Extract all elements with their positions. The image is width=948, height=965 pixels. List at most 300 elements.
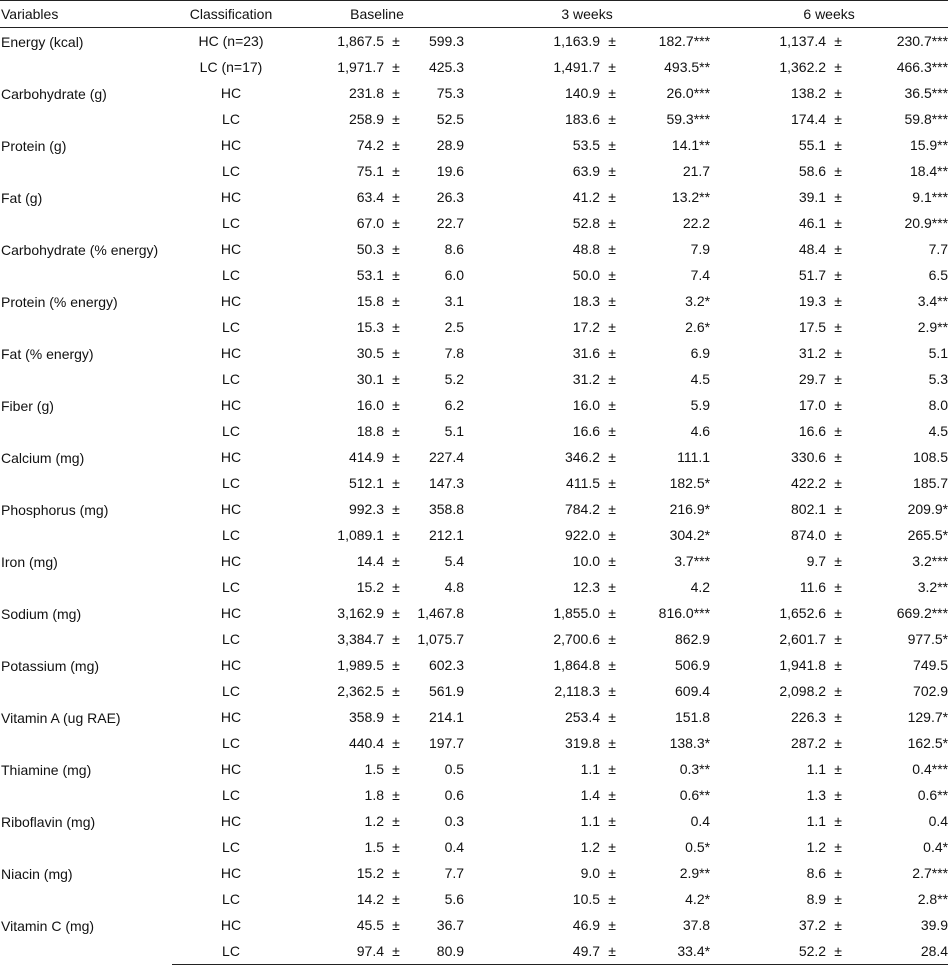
classification-cell: LC — [222, 787, 240, 803]
baseline-sd: 36.7 — [436, 917, 465, 933]
week3-sd: 59.3*** — [666, 111, 711, 127]
week3-mean: 10.0 — [572, 553, 601, 569]
week3-mean: 411.5 — [566, 475, 601, 491]
week3-mean: 17.2 — [572, 319, 601, 335]
baseline-mean: 358.9 — [348, 709, 384, 725]
baseline-mean: 14.4 — [356, 553, 384, 569]
week3-sd: 609.4 — [675, 683, 711, 699]
plus-minus: ± — [834, 865, 842, 881]
variable-name: Protein (g) — [1, 138, 67, 154]
baseline-sd: 8.6 — [444, 241, 465, 257]
table-row — [0, 496, 948, 522]
classification-cell: HC — [220, 761, 242, 777]
week6-sd: 2.9** — [917, 319, 948, 335]
week3-sd: 216.9* — [669, 501, 711, 517]
plus-minus: ± — [834, 319, 842, 335]
plus-minus: ± — [608, 397, 616, 413]
week6-mean: 874.0 — [791, 527, 827, 543]
header-6-weeks: 6 weeks — [710, 1, 948, 28]
classification-cell: HC — [220, 137, 242, 153]
week6-sd: 702.9 — [913, 683, 948, 699]
baseline-mean: 18.8 — [356, 423, 384, 439]
plus-minus: ± — [834, 111, 842, 127]
week6-mean: 802.1 — [791, 501, 827, 517]
week3-sd: 493.5** — [664, 59, 711, 75]
baseline-sd: 6.2 — [444, 397, 465, 413]
table-row — [0, 860, 948, 886]
week6-mean: 58.6 — [798, 163, 827, 179]
week3-mean: 922.0 — [564, 527, 601, 543]
classification-cell: HC — [220, 85, 242, 101]
week6-sd: 669.2*** — [896, 605, 948, 621]
classification-cell: HC — [220, 709, 242, 725]
week3-sd: 13.2** — [671, 189, 711, 205]
week3-mean: 1,491.7 — [553, 59, 601, 75]
plus-minus: ± — [834, 137, 842, 153]
classification-cell: LC — [222, 267, 240, 283]
plus-minus: ± — [608, 527, 616, 543]
baseline-sd: 0.6 — [444, 787, 465, 803]
baseline-sd: 197.7 — [428, 735, 465, 751]
plus-minus: ± — [834, 657, 842, 673]
classification-cell: HC — [220, 657, 242, 673]
week3-sd: 138.3* — [669, 735, 711, 751]
week6-sd: 5.3 — [928, 371, 948, 387]
week3-sd: 4.2 — [690, 579, 711, 595]
baseline-sd: 4.8 — [444, 579, 465, 595]
baseline-mean: 97.4 — [290, 938, 384, 965]
table-body — [0, 28, 948, 965]
plus-minus: ± — [392, 59, 400, 75]
week3-sd: 33.4* — [624, 938, 710, 965]
week6-sd: 230.7*** — [896, 33, 948, 49]
baseline-mean: 1.5 — [364, 839, 384, 855]
baseline-sd: 214.1 — [428, 709, 465, 725]
week3-mean: 48.8 — [572, 241, 601, 257]
plus-minus: ± — [834, 241, 842, 257]
plus-minus: ± — [608, 501, 616, 517]
week3-mean: 9.0 — [580, 865, 601, 881]
week6-mean: 1,362.2 — [779, 59, 827, 75]
week3-sd: 111.1 — [677, 449, 711, 465]
week6-mean: 29.7 — [798, 371, 827, 387]
plus-minus: ± — [608, 579, 616, 595]
week6-sd: 0.4 — [928, 813, 948, 829]
plus-minus: ± — [392, 605, 400, 621]
classification-cell: HC (n=23) — [198, 33, 264, 49]
week6-mean: 48.4 — [798, 241, 827, 257]
plus-minus: ± — [834, 605, 842, 621]
baseline-mean: 75.1 — [356, 163, 384, 179]
header-variables: Variables — [0, 1, 172, 28]
week3-sd: 7.4 — [690, 267, 711, 283]
week6-sd: 2.7*** — [912, 865, 948, 881]
baseline-mean: 63.4 — [356, 189, 384, 205]
plus-minus: ± — [834, 527, 842, 543]
plus-minus: ± — [834, 371, 842, 387]
plus-minus: ± — [834, 501, 842, 517]
baseline-mean: 1,989.5 — [337, 657, 384, 673]
week3-mean: 10.5 — [572, 891, 601, 907]
baseline-sd: 28.9 — [436, 137, 465, 153]
plus-minus: ± — [608, 761, 616, 777]
plus-minus: ± — [392, 761, 400, 777]
week6-mean: 17.5 — [798, 319, 827, 335]
classification-cell: HC — [220, 501, 242, 517]
week6-sd: 59.8*** — [904, 111, 948, 127]
variable-name: Fat (g) — [1, 190, 43, 206]
plus-minus: ± — [608, 345, 616, 361]
plus-minus: ± — [392, 137, 400, 153]
variable-name: Riboflavin (mg) — [1, 814, 96, 830]
plus-minus: ± — [392, 501, 400, 517]
week3-sd: 22.2 — [682, 215, 711, 231]
week6-sd: 185.7 — [913, 475, 948, 491]
variable-name: Phosphorus (mg) — [1, 502, 109, 518]
week6-sd: 6.5 — [928, 267, 948, 283]
week6-mean: 8.6 — [806, 865, 827, 881]
week3-sd: 7.9 — [690, 241, 711, 257]
plus-minus: ± — [392, 787, 400, 803]
table-row — [0, 808, 948, 834]
week6-sd: 162.5* — [907, 735, 948, 751]
plus-minus: ± — [608, 215, 616, 231]
plus-minus: ± — [608, 839, 616, 855]
week6-sd: 108.5 — [913, 449, 948, 465]
plus-minus: ± — [608, 605, 616, 621]
plus-minus: ± — [608, 137, 616, 153]
week6-mean: 37.2 — [798, 917, 827, 933]
baseline-sd: 1,467.8 — [417, 605, 465, 621]
week3-mean: 53.5 — [572, 137, 601, 153]
week3-sd: 0.6** — [679, 787, 711, 803]
baseline-sd: 5.4 — [444, 553, 465, 569]
classification-cell: HC — [220, 397, 242, 413]
week6-mean: 2,098.2 — [779, 683, 827, 699]
week6-sd: 4.5 — [928, 423, 948, 439]
plus-minus: ± — [392, 735, 400, 751]
baseline-mean: 1,971.7 — [337, 59, 384, 75]
plus-minus: ± — [608, 267, 616, 283]
week3-mean: 46.9 — [572, 917, 601, 933]
baseline-sd: 22.7 — [436, 215, 465, 231]
plus-minus: ± — [608, 683, 616, 699]
plus-minus: ± — [834, 215, 842, 231]
baseline-mean: 1.2 — [364, 813, 384, 829]
variable-name: Vitamin C (mg) — [1, 918, 95, 934]
week3-sd: 182.5* — [669, 475, 711, 491]
baseline-mean: 1.5 — [364, 761, 384, 777]
week6-sd: 977.5* — [907, 631, 948, 647]
week6-mean: 16.6 — [798, 423, 827, 439]
week3-mean: 1,855.0 — [553, 605, 601, 621]
plus-minus: ± — [392, 683, 400, 699]
week3-sd: 3.7*** — [674, 553, 711, 569]
week6-sd: 3.4** — [917, 293, 948, 309]
classification-cell: LC — [222, 839, 240, 855]
table-row — [0, 652, 948, 678]
plus-minus: ± — [392, 865, 400, 881]
week3-mean: 346.2 — [564, 449, 601, 465]
plus-minus: ± — [392, 397, 400, 413]
baseline-sd: 5.2 — [444, 371, 465, 387]
week6-mean: 1,652.6 — [779, 605, 827, 621]
week6-mean: 1,941.8 — [779, 657, 827, 673]
classification-cell: LC — [172, 938, 290, 965]
plus-minus: ± — [392, 319, 400, 335]
baseline-mean: 74.2 — [356, 137, 384, 153]
table-row — [0, 28, 948, 55]
week3-sd: 182.7*** — [658, 33, 711, 49]
baseline-mean: 414.9 — [348, 449, 384, 465]
week6-mean: 1,137.4 — [779, 33, 827, 49]
header-classification: Classification — [172, 1, 290, 28]
week3-mean: 12.3 — [572, 579, 601, 595]
variable-name: Energy (kcal) — [1, 34, 84, 50]
baseline-sd: 561.9 — [428, 683, 465, 699]
week6-sd: 15.9** — [909, 137, 948, 153]
table-row — [0, 392, 948, 418]
plus-minus: ± — [392, 189, 400, 205]
plus-minus: ± — [608, 319, 616, 335]
week6-mean: 330.6 — [791, 449, 827, 465]
week6-sd: 9.1*** — [912, 189, 948, 205]
baseline-mean: 1,089.1 — [337, 527, 384, 543]
baseline-mean: 15.2 — [356, 865, 384, 881]
variable-name: Calcium (mg) — [1, 450, 85, 466]
plus-minus: ± — [834, 761, 842, 777]
plus-minus: ± — [392, 839, 400, 855]
classification-cell: HC — [220, 293, 242, 309]
baseline-sd: 52.5 — [436, 111, 465, 127]
week6-sd: 28.4 — [850, 938, 948, 965]
baseline-mean: 992.3 — [348, 501, 384, 517]
variable-name: Fiber (g) — [1, 398, 54, 414]
week6-mean: 55.1 — [798, 137, 827, 153]
plus-minus: ± — [608, 293, 616, 309]
baseline-sd: 1,075.7 — [417, 631, 465, 647]
baseline-mean: 3,162.9 — [337, 605, 384, 621]
week6-mean: 138.2 — [791, 85, 827, 101]
plus-minus: ± — [834, 449, 842, 465]
variable-name: Vitamin A (ug RAE) — [1, 710, 121, 726]
plus-minus: ± — [608, 865, 616, 881]
baseline-sd: 602.3 — [428, 657, 465, 673]
baseline-sd: 0.4 — [444, 839, 465, 855]
baseline-mean: 30.5 — [356, 345, 384, 361]
baseline-sd: 2.5 — [444, 319, 465, 335]
baseline-mean: 3,384.7 — [337, 631, 384, 647]
week6-sd: 39.9 — [920, 917, 948, 933]
baseline-mean: 231.8 — [348, 85, 384, 101]
week3-sd: 304.2* — [669, 527, 711, 543]
week6-mean: 1.3 — [806, 787, 827, 803]
baseline-sd: 3.1 — [444, 293, 465, 309]
plus-minus: ± — [834, 59, 842, 75]
classification-cell: LC — [222, 579, 240, 595]
week6-sd: 129.7* — [907, 709, 948, 725]
week3-sd: 4.5 — [690, 371, 711, 387]
week3-mean: 1,163.9 — [553, 33, 601, 49]
week3-mean: 784.2 — [564, 501, 601, 517]
plus-minus: ± — [392, 423, 400, 439]
week3-sd: 0.5* — [685, 839, 711, 855]
classification-cell: LC — [222, 527, 240, 543]
week3-sd: 6.9 — [690, 345, 711, 361]
plus-minus: ± — [834, 267, 842, 283]
classification-cell: LC — [222, 891, 240, 907]
baseline-mean: 67.0 — [356, 215, 384, 231]
plus-minus: ± — [392, 371, 400, 387]
baseline-sd: 26.3 — [436, 189, 465, 205]
plus-minus: ± — [834, 683, 842, 699]
header-row — [0, 1, 948, 28]
week6-mean: 19.3 — [798, 293, 827, 309]
week6-sd: 0.4*** — [912, 761, 948, 777]
plus-minus: ± — [392, 631, 400, 647]
plus-minus: ± — [600, 938, 624, 965]
week6-sd: 0.4* — [923, 839, 948, 855]
week6-mean: 11.6 — [799, 579, 827, 595]
table-row — [0, 132, 948, 158]
week6-mean: 1.2 — [806, 839, 827, 855]
classification-cell: LC — [222, 735, 240, 751]
classification-cell: LC — [222, 319, 240, 335]
classification-cell: HC — [220, 449, 242, 465]
plus-minus: ± — [834, 735, 842, 751]
plus-minus: ± — [834, 709, 842, 725]
week6-mean: 31.2 — [798, 345, 827, 361]
plus-minus: ± — [834, 475, 842, 491]
plus-minus: ± — [834, 293, 842, 309]
table-row — [0, 704, 948, 730]
classification-cell: LC — [222, 683, 240, 699]
classification-cell: HC — [220, 813, 242, 829]
baseline-mean: 440.4 — [348, 735, 384, 751]
week3-sd: 21.7 — [682, 163, 711, 179]
table-row — [0, 756, 948, 782]
week6-mean: 287.2 — [791, 735, 827, 751]
baseline-sd: 212.1 — [428, 527, 465, 543]
plus-minus: ± — [826, 938, 850, 965]
baseline-mean: 53.1 — [356, 267, 384, 283]
baseline-sd: 5.6 — [444, 891, 465, 907]
header-3-weeks: 3 weeks — [464, 1, 710, 28]
plus-minus: ± — [834, 813, 842, 829]
plus-minus: ± — [608, 111, 616, 127]
plus-minus: ± — [392, 553, 400, 569]
plus-minus: ± — [608, 787, 616, 803]
plus-minus: ± — [834, 163, 842, 179]
classification-cell: LC — [222, 111, 240, 127]
week3-mean: 183.6 — [564, 111, 601, 127]
baseline-sd: 75.3 — [436, 85, 465, 101]
week3-mean: 253.4 — [564, 709, 601, 725]
plus-minus: ± — [608, 59, 616, 75]
week3-mean: 140.9 — [564, 85, 601, 101]
table-row — [0, 444, 948, 470]
week6-sd: 5.1 — [928, 345, 948, 361]
week3-sd: 26.0*** — [666, 85, 711, 101]
week6-sd: 0.6** — [917, 787, 948, 803]
week6-sd: 466.3*** — [896, 59, 948, 75]
plus-minus: ± — [392, 345, 400, 361]
baseline-sd: 80.9 — [408, 938, 464, 965]
week3-mean: 50.0 — [572, 267, 601, 283]
week3-sd: 4.2* — [685, 891, 711, 907]
baseline-mean: 2,362.5 — [337, 683, 384, 699]
plus-minus: ± — [392, 293, 400, 309]
plus-minus: ± — [608, 709, 616, 725]
classification-cell: HC — [220, 345, 242, 361]
baseline-mean: 15.8 — [356, 293, 384, 309]
week6-sd: 3.2*** — [912, 553, 948, 569]
week3-mean: 18.3 — [572, 293, 601, 309]
plus-minus: ± — [834, 553, 842, 569]
variable-name: Carbohydrate (g) — [1, 86, 107, 102]
plus-minus: ± — [392, 241, 400, 257]
plus-minus: ± — [392, 33, 400, 49]
classification-cell: HC — [220, 605, 242, 621]
plus-minus: ± — [608, 657, 616, 673]
week6-mean: 174.4 — [791, 111, 827, 127]
table-row — [0, 548, 948, 574]
plus-minus: ± — [392, 111, 400, 127]
baseline-sd: 0.3 — [444, 813, 465, 829]
plus-minus: ± — [834, 423, 842, 439]
table-row — [0, 80, 948, 106]
week6-mean: 39.1 — [798, 189, 827, 205]
week3-mean: 16.0 — [572, 397, 601, 413]
week3-sd: 2.9** — [679, 865, 711, 881]
plus-minus: ± — [608, 371, 616, 387]
baseline-mean: 30.1 — [356, 371, 384, 387]
baseline-sd: 7.7 — [444, 865, 465, 881]
classification-cell: LC — [222, 163, 240, 179]
plus-minus: ± — [392, 85, 400, 101]
plus-minus: ± — [392, 215, 400, 231]
table-row — [0, 236, 948, 262]
variable-name: Sodium (mg) — [1, 606, 82, 622]
week3-mean: 2,700.6 — [553, 631, 601, 647]
week6-mean: 17.0 — [798, 397, 827, 413]
header-baseline: Baseline — [290, 1, 464, 28]
week3-mean: 52.8 — [572, 215, 601, 231]
classification-cell: LC — [222, 631, 240, 647]
baseline-sd: 5.1 — [444, 423, 465, 439]
week6-sd: 3.2** — [917, 579, 948, 595]
plus-minus: ± — [834, 917, 842, 933]
baseline-sd: 227.4 — [428, 449, 465, 465]
plus-minus: ± — [834, 85, 842, 101]
variable-name: Niacin (mg) — [1, 866, 73, 882]
week3-mean: 2,118.3 — [554, 683, 601, 699]
baseline-sd: 358.8 — [428, 501, 465, 517]
plus-minus: ± — [834, 189, 842, 205]
plus-minus: ± — [392, 917, 400, 933]
plus-minus: ± — [608, 163, 616, 179]
week6-mean: 2,601.7 — [779, 631, 827, 647]
week3-sd: 816.0*** — [658, 605, 711, 621]
plus-minus: ± — [392, 891, 400, 907]
week3-sd: 506.9 — [675, 657, 711, 673]
plus-minus: ± — [608, 917, 616, 933]
classification-cell: HC — [220, 917, 242, 933]
week6-sd: 20.9*** — [904, 215, 948, 231]
plus-minus: ± — [834, 345, 842, 361]
classification-cell: LC — [222, 215, 240, 231]
week3-mean: 1.1 — [580, 761, 601, 777]
